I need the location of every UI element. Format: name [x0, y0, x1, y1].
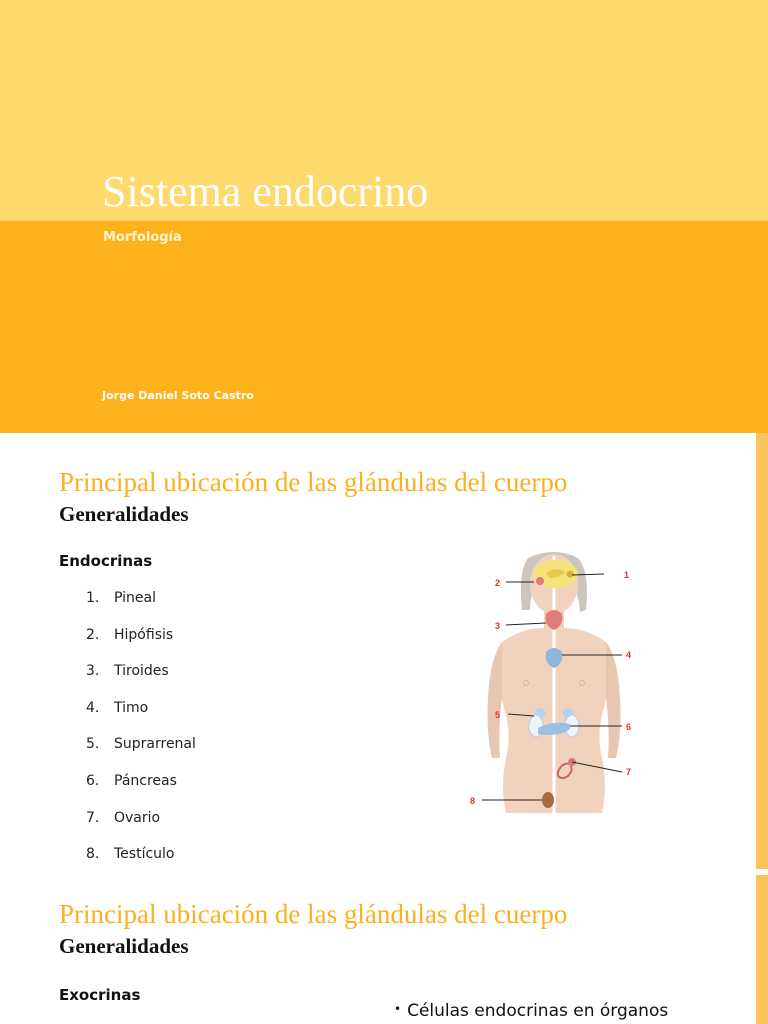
gland-name: Tiroides [114, 663, 169, 680]
list-item: 7. Ovario [86, 809, 161, 826]
slide-title: Principal ubicación de las glándulas del cuerpo [59, 467, 568, 497]
figure-label-7: 7 [626, 767, 632, 777]
gland-name: Testículo [114, 846, 175, 863]
list-item: 6. Páncreas [86, 772, 177, 789]
gland-name: Suprarrenal [114, 736, 196, 753]
presentation-author: Jorge Daniel Soto Castro [102, 389, 254, 402]
list-item: 2. Hipófisis [86, 626, 174, 643]
slide-title: Principal ubicación de las glándulas del cuerpo [59, 899, 568, 929]
body-illustration [462, 548, 652, 823]
list-item: 5. Suprarrenal [86, 736, 196, 753]
figure-label-6: 6 [626, 722, 632, 732]
list-item: 3. Tiroides [86, 663, 169, 680]
title-slide [0, 0, 768, 433]
gland-name: Ovario [114, 809, 161, 826]
endocrine-body-diagram [462, 548, 652, 823]
presentation-subtitle: Morfología [103, 230, 182, 245]
list-item: 4. Timo [86, 699, 149, 716]
gland-name: Pineal [114, 590, 156, 606]
slide-endocrinas [0, 433, 768, 869]
figure-label-4: 4 [626, 650, 632, 660]
figure-label-2: 2 [495, 578, 501, 588]
figure-label-5: 5 [495, 710, 501, 720]
slide-exocrinas [0, 869, 768, 1024]
list-item: 8. Testículo [86, 846, 175, 863]
bullet-item [394, 1001, 668, 1021]
slide-edge-accent [756, 869, 768, 1024]
slide-divider [756, 869, 768, 875]
presentation-title: Sistema endocrino [102, 167, 429, 216]
figure-label-3: 3 [495, 621, 501, 631]
section-heading: Exocrinas [59, 986, 141, 1004]
slide-subtitle: Generalidades [59, 502, 189, 526]
slide-edge-accent [756, 433, 768, 869]
gland-name: Páncreas [114, 772, 177, 789]
list-item: 1. Pineal [86, 590, 156, 606]
bullet-dot-icon: • [394, 1002, 402, 1016]
figure-label-8: 8 [470, 796, 476, 806]
figure-label-1: 1 [624, 570, 630, 580]
gland-list [86, 590, 196, 883]
gland-name: Timo [114, 699, 149, 716]
gland-name: Hipófisis [114, 626, 174, 643]
bullet-text: Células endocrinas en órganos [407, 1001, 669, 1021]
slide-subtitle: Generalidades [59, 934, 189, 958]
section-heading: Endocrinas [59, 552, 153, 570]
